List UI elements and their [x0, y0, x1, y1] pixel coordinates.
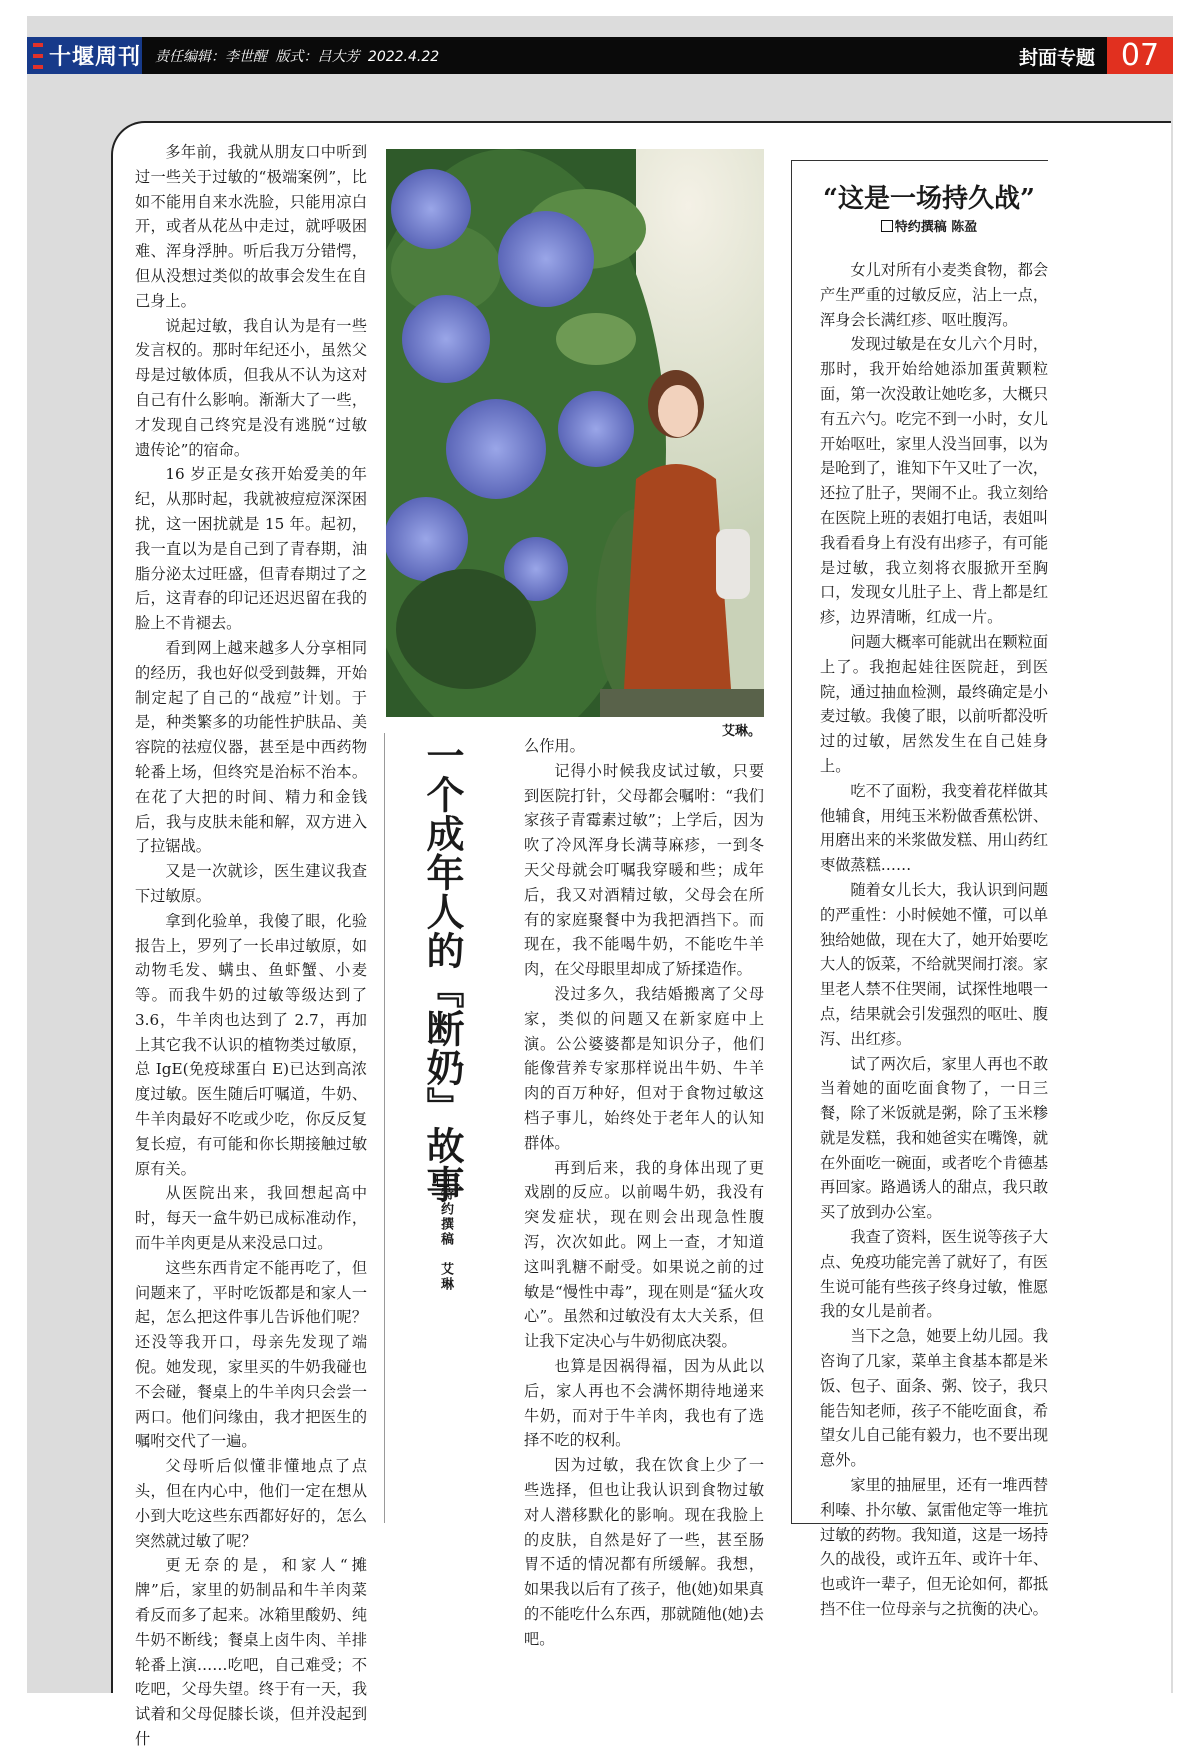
header-meta	[155, 46, 443, 66]
article-byline	[436, 1175, 455, 1292]
page-number: 07	[1107, 37, 1173, 74]
paragraph: 说起过敏，我自认为是有一些发言权的。那时年纪还小，虽然父母是过敏体质，但我从不认为这对自己有什么影响。渐渐大了一些，才发现自己终究是没有逃脱“过敏遗传论”的宿命。	[135, 316, 367, 459]
sidebar-byline	[791, 216, 1067, 235]
sidebar-column	[820, 258, 1048, 1622]
paragraph: 当下之急，她要上幼儿园。我咨询了几家，菜单主食基本都是米饭、包子、面条、粥、饺子，我只能告知老师，孩子不能吃面食，希望女儿自己能有毅力，也不要出现意外。	[820, 1327, 1048, 1470]
hydrangea-portrait-image	[386, 149, 764, 717]
paragraph: 发现过敏是在女儿六个月时，那时，我开始给她添加蛋黄颗粒面，第一次没敢让她吃多，大概只有五六勺。吃完不到一小时，女儿开始呕吐，家里人没当回事，以为是呛到了，谁知下午又吐了一次，还拉了肚子，哭闹不止。我立刻给在医院上班的表姐打电话，表姐叫我看看身上有没有出疹子，有可能是过敏，我立刻将衣服掀开至胸口，发现女儿肚子上、背上都是红疹，边界清晰，红成一片。	[820, 335, 1048, 627]
sidebar-byline-text: 特约撰稿 陈盈	[894, 220, 978, 235]
paragraph: 试了两次后，家里人再也不敢当着她的面吃面食物了，一日三餐，除了米饭就是粥，除了玉米糁就是发糕，我和她爸实在嘴馋，就在外面吃一碗面，或者吃个肯德基再回家。路過诱人的甜点，我只敢买了放到办公室。	[820, 1054, 1048, 1222]
byline-box-icon	[437, 1175, 449, 1187]
logo-text: 十堰周刊	[49, 44, 142, 70]
article-photo	[386, 149, 764, 717]
paragraph: 家里的抽屉里，还有一堆西替利嗪、扑尔敏、氯雷他定等一堆抗过敏的药物。我知道，这是一场持久的战役，或许五年、或许十年、也或许一辈子，但无论如何，都抵挡不住一位母亲与之抗衡的决心。	[820, 1476, 1048, 1619]
editor-credit: 责任编辑：李世醒	[155, 49, 267, 65]
byline-box-icon	[881, 220, 893, 232]
sidebar-title: “这是一场持久战”	[823, 184, 1035, 214]
paragraph: 也算是因祸得福，因为从此以后，家人再也不会满怀期待地递来牛奶，而对于牛羊肉，我也有了选择不吃的权利。	[524, 1356, 764, 1450]
paragraph: 我查了资料，医生说等孩子大点、免疫功能完善了就好了，有医生说可能有些孩子终身过敏，惟愿我的女儿是前者。	[820, 1228, 1048, 1321]
article-column-2	[524, 734, 764, 1651]
paragraph: 多年前，我就从朋友口中听到过一些关于过敏的“极端案例”，比如不能用自来水洗脸，只能用凉白开，或者从花丛中走过，就呼吸困难、浑身浮肿。听后我万分错愕，但从没想过类似的故事会发生在自己身上。	[135, 143, 367, 310]
paragraph: 这些东西肯定不能再吃了，但问题来了，平时吃饭都是和家人一起，怎么把这件事儿告诉他们呢？还没等我开口，母亲先发现了端倪。她发现，家里买的牛奶我碰也不会碰，餐桌上的牛羊肉只会尝一两口。他们问缘由，我才把医生的嘱咐交代了一遍。	[135, 1258, 367, 1451]
publication-logo	[27, 37, 142, 74]
article-column-1	[135, 140, 367, 1752]
paragraph: 因为过敏，我在饮食上少了一些选择，但也让我认识到食物过敏对人潜移默化的影响。现在我脸上的皮肤，自然是好了一些，甚至肠胃不适的情况都有所缓解。我想，如果我以后有了孩子，他(她)如果真的不能吃什么东西，那就随他(她)去吧。	[524, 1456, 764, 1648]
paragraph: 看到网上越来越多人分享相同的经历，我也好似受到鼓舞，开始制定起了自己的“战痘”计划。于是，种类繁多的功能性护肤品、美容院的祛痘仪器，甚至是中西药物轮番上场，但终究是治标不治本。在花了大把的时间、精力和金钱后，我与皮肤未能和解，双方进入了拉锯战。	[135, 638, 367, 856]
paragraph: 拿到化验单，我傻了眼，化验报告上，罗列了一长串过敏原，如动物毛发、螨虫、鱼虾蟹、小麦等。而我牛奶的过敏等级达到了 3.6，牛羊肉也达到了 2.7，再加上其它我不认识的植物类过敏原，总 IgE(免疫球蛋白 E)已达到高浓度过敏。医生随后叮嘱道，牛奶、牛羊肉最好不吃或少吃，你反反复复长痘，有可能和你长期接触过敏原有关。	[135, 911, 367, 1178]
paragraph: 没过多久，我结婚搬离了父母家，类似的问题又在新家庭中上演。公公婆婆都是知识分子，他们能像营养专家那样说出牛奶、牛羊肉的百万种好，但对于食物过敏这档子事儿，始终处于老年人的认知群体。	[524, 984, 764, 1152]
paragraph: 吃不了面粉，我变着花样做其他辅食，用纯玉米粉做香蕉松饼、用磨出来的米浆做发糕、用山药红枣做蒸糕……	[820, 781, 1048, 875]
photo-caption: 艾琳。	[722, 724, 762, 739]
layout-credit: 版式：吕大芳	[275, 49, 360, 65]
paragraph: 再到后来，我的身体出现了更戏剧的反应。以前喝牛奶，我没有突发症状，现在则会出现急性腹泻，次次如此。网上一查，才知道这叫乳糖不耐受。如果说之前的过敏是“慢性中毒”，现在则是“猛火攻心”。虽然和过敏没有太大关系，但让我下定决心与牛奶彻底决裂。	[524, 1158, 764, 1351]
paragraph: 16 岁正是女孩开始爱美的年纪，从那时起，我就被痘痘深深困扰，这一困扰就是 15 年。起初，我一直以为是自己到了青春期，油脂分泌太过旺盛，但青春期过了之后，这青春的印记还迟迟留在我的脸上不肯褪去。	[135, 465, 367, 633]
paragraph: 么作用。	[524, 737, 585, 755]
paragraph: 问题大概率可能就出在颗粒面上了。我抱起娃往医院赶，到医院，通过抽血检测，最终确定是小麦过敏。我傻了眼，以前听都没听过的过敏，居然发生在自己娃身上。	[820, 632, 1048, 775]
paragraph: 父母听后似懂非懂地点了点头，但在内心中，他们一定在想从小到大吃这些东西都好好的，怎么突然就过敏了呢？	[135, 1457, 367, 1550]
paragraph: 随着女儿长大，我认识到问题的严重性：小时候她不懂，可以单独给她做，现在大了，她开始要吃大人的饭菜，不给就哭闹打滚。家里老人禁不住哭闹，试探性地喂一点，结果就会引发强烈的呕吐、腹泻、出红疹。	[820, 880, 1048, 1048]
paragraph: 记得小时候我皮试过敏，只要到医院打针，父母都会嘱咐：“我们家孩子青霉素过敏”；上学后，因为吹了冷风浑身长满荨麻疹，一到冬天父母就会叮嘱我穿暖和些；成年后，我又对酒精过敏，父母会在所有的家庭聚餐中为我把酒挡下。而现在，我不能喝牛奶，不能吃牛羊肉，在父母眼里却成了矫揉造作。	[524, 761, 764, 979]
issue-date: 2022.4.22	[367, 49, 440, 65]
article-title: 一个成年人的『断奶』故事	[420, 736, 465, 1204]
page-header	[27, 37, 1173, 74]
section-name: 封面专题	[1018, 47, 1095, 69]
paragraph: 更无奈的是，和家人“摊牌”后，家里的奶制品和牛羊肉菜肴反而多了起来。冰箱里酸奶、纯牛奶不断线；餐桌上卤牛肉、羊排轮番上演……吃吧，自己难受；不吃吧，父母失望。终于有一天，我试着和父母促膝长谈，但并没起到什	[135, 1556, 367, 1748]
paragraph: 女儿对所有小麦类食物，都会产生严重的过敏反应，沾上一点，浑身会长满红疹、呕吐腹泻。	[820, 261, 1048, 329]
paragraph: 从医院出来，我回想起高中时，每天一盒牛奶已成标准动作，而牛羊肉更是从来没忌口过。	[135, 1184, 367, 1253]
paragraph: 又是一次就诊，医生建议我查下过敏原。	[135, 862, 367, 905]
article-byline-text: 特约撰稿 艾琳	[438, 1187, 453, 1292]
logo-stripes-icon	[33, 43, 43, 69]
column-divider	[384, 733, 385, 1523]
